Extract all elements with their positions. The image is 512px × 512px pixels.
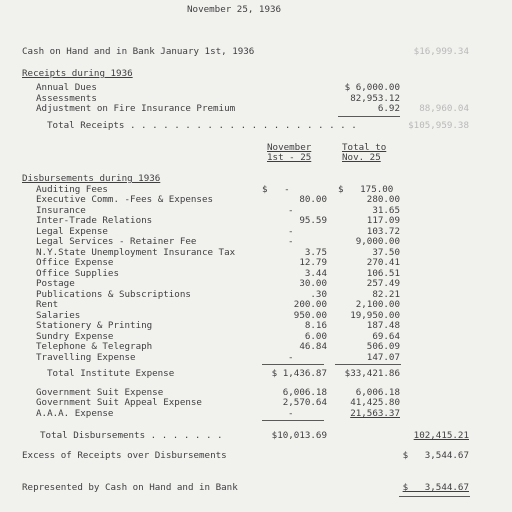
disbursement-nov: 6.00 [304, 331, 327, 342]
cash-opening-amount: $16,999.34 [413, 46, 469, 57]
nov-column-underline [262, 364, 324, 365]
disbursement-total: 106.51 [366, 268, 400, 279]
statement-date: November 25, 1936 [187, 4, 282, 15]
disbursement-label: Auditing Fees [36, 184, 108, 195]
disbursement-total: 69.64 [372, 331, 400, 342]
total-column-underline [335, 364, 401, 365]
disbursement-nov: 200.00 [293, 299, 327, 310]
cash-opening-label: Cash on Hand and in Bank January 1st, 1936 [22, 46, 255, 57]
final-double-underline [399, 496, 470, 497]
disbursement-nov: 80.00 [299, 194, 327, 205]
other-disbursement-total: 6,006.18 [355, 387, 400, 398]
disbursement-total: 506.09 [366, 341, 400, 352]
disbursement-label: Salaries [36, 310, 81, 321]
other-disbursement-total: 21,563.37 [350, 408, 400, 419]
disbursement-total: 9,000.00 [355, 236, 400, 247]
col-total-header-1: Total to [342, 142, 387, 153]
disbursement-label: Executive Comm. -Fees & Expenses [36, 194, 214, 205]
other-disbursement-total: 41,425.80 [350, 397, 400, 408]
disbursement-label: Publications & Subscriptions [36, 289, 191, 300]
disbursement-label: Telephone & Telegraph [36, 341, 153, 352]
disbursement-label: N.Y.State Unemployment Insurance Tax [36, 247, 236, 258]
other-disbursement-nov: - [288, 408, 294, 419]
disbursement-label: Travelling Expense [36, 352, 136, 363]
disbursement-label: Rent [36, 299, 59, 310]
receipts-heading: Receipts during 1936 [22, 68, 133, 79]
col-total-header-2: Nov. 25 [342, 152, 381, 163]
disbursement-nov: $ - [262, 184, 290, 195]
receipt-amount: 6.92 [377, 103, 400, 114]
disbursement-nov: 12.79 [299, 257, 327, 268]
total-receipts-amount: $105,959.38 [408, 120, 469, 131]
disbursement-nov: 950.00 [293, 310, 327, 321]
other-disbursement-nov: 6,006.18 [282, 387, 327, 398]
disbursement-label: Postage [36, 278, 75, 289]
disbursements-heading: Disbursements during 1936 [22, 173, 161, 184]
disbursement-nov: 46.84 [299, 341, 327, 352]
disbursement-total: 2,100.00 [355, 299, 400, 310]
other-disbursement-label: A.A.A. Expense [36, 408, 114, 419]
receipt-label: Annual Dues [36, 82, 97, 93]
receipts-subtotal: 88,960.04 [419, 103, 469, 114]
receipt-amount: $ 6,000.00 [344, 82, 400, 93]
disbursement-nov: 3.44 [304, 268, 327, 279]
disbursement-total: 147.07 [366, 352, 400, 363]
disbursement-total: 37.50 [372, 247, 400, 258]
receipt-label: Assessments [36, 93, 97, 104]
disbursement-nov: 3.75 [304, 247, 327, 258]
disbursement-total: $ 175.00 [338, 184, 394, 195]
disbursement-total: 103.72 [366, 226, 400, 237]
disbursement-total: 280.00 [366, 194, 400, 205]
disbursement-total: 257.49 [366, 278, 400, 289]
represented-amount: $ 3,544.67 [402, 482, 469, 493]
disbursement-label: Legal Services - Retainer Fee [36, 236, 197, 247]
disbursement-nov: - [288, 236, 294, 247]
col-nov-header-1: November [267, 142, 312, 153]
disbursement-label: Inter-Trade Relations [36, 215, 153, 226]
disbursement-total: 31.65 [372, 205, 400, 216]
disbursement-total: 117.09 [366, 215, 400, 226]
total-disbursements-nov: $10,013.69 [271, 430, 327, 441]
disbursement-nov: 30.00 [299, 278, 327, 289]
excess-amount: $ 3,544.67 [402, 450, 469, 461]
disbursement-nov: - [288, 352, 294, 363]
other-disbursement-label: Government Suit Expense [36, 387, 164, 398]
disbursement-nov: 8.16 [304, 320, 327, 331]
institute-total-nov: $ 1,436.87 [271, 368, 327, 379]
disbursement-nov: 95.59 [299, 215, 327, 226]
disbursement-label: Insurance [36, 205, 86, 216]
total-disbursements-label: Total Disbursements . . . . . . . [40, 430, 223, 441]
disbursement-label: Office Expense [36, 257, 114, 268]
receipt-amount: 82,953.12 [350, 93, 400, 104]
disbursement-total: 19,950.00 [350, 310, 400, 321]
disbursement-total: 82.21 [372, 289, 400, 300]
receipts-underline [338, 116, 400, 117]
disbursement-label: Stationery & Printing [36, 320, 153, 331]
disbursement-nov: .30 [310, 289, 327, 300]
total-receipts-label: Total Receipts . . . . . . . . . . . . . . . . . . . . . [47, 120, 357, 131]
disbursement-total: 187.48 [366, 320, 400, 331]
other-disbursement-label: Government Suit Appeal Expense [36, 397, 202, 408]
represented-label: Represented by Cash on Hand and in Bank [22, 482, 238, 493]
institute-total-total: $33,421.86 [344, 368, 400, 379]
nov-column-underline-2 [262, 420, 324, 421]
total-disbursements-amount: 102,415.21 [413, 430, 469, 441]
disbursement-nov: - [288, 205, 294, 216]
excess-label: Excess of Receipts over Disbursements [22, 450, 227, 461]
receipt-label: Adjustment on Fire Insurance Premium [36, 103, 236, 114]
disbursement-label: Sundry Expense [36, 331, 114, 342]
institute-total-label: Total Institute Expense [47, 368, 175, 379]
disbursement-total: 270.41 [366, 257, 400, 268]
disbursement-label: Legal Expense [36, 226, 108, 237]
disbursement-nov: - [288, 226, 294, 237]
other-disbursement-nov: 2,570.64 [282, 397, 327, 408]
col-nov-header-2: 1st - 25 [267, 152, 312, 163]
disbursement-label: Office Supplies [36, 268, 119, 279]
